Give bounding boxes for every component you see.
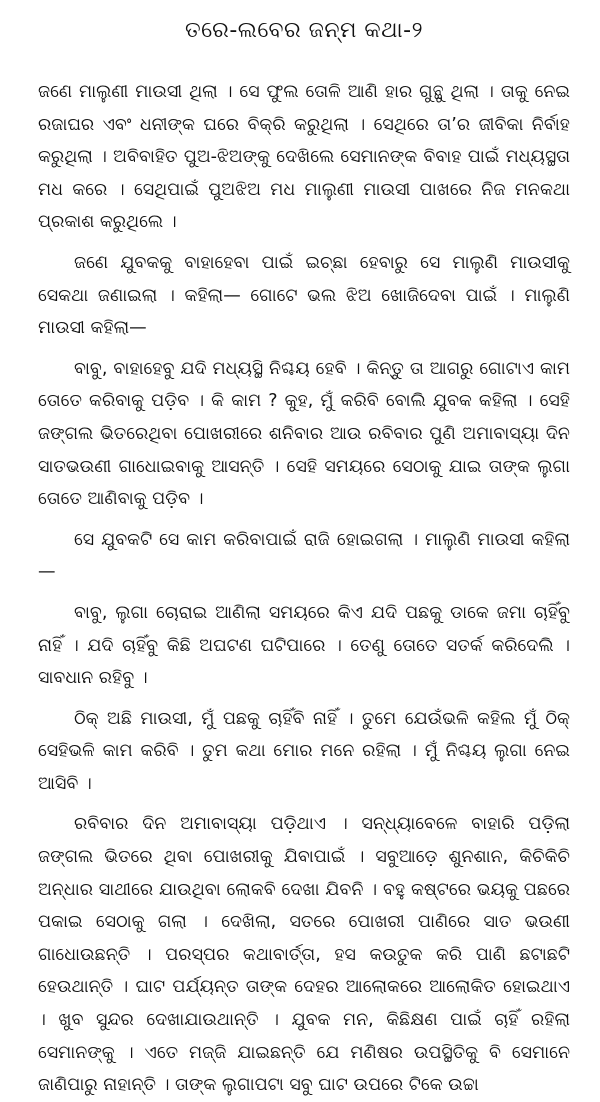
paragraph-1: ଜଣେ ମାଲୁଣୀ ମାଉସୀ ଥିଲା । ସେ ଫୁଲ ତୋଳି ଆଣି ହାର ଗୁନ୍ଥୁ ଥିଲା । ତାକୁ ନେଇ ରଜାଘର ଏବଂ ଧନୀଙ୍କ ଘରେ ବିକ୍ରି କରୁଥିଲା । ସେଥିରେ ତା’ର ଜୀବିକା ନିର୍ବାହ କରୁଥିଲା । ଅବିବାହିତ ପୁଅ-ଝିଅଙ୍କୁ ଦେଖିଲେ ସେମାନଙ୍କ ବିବାହ ପାଇଁ ମଧ୍ୟସ୍ଥତା ମଧ କରେ । ସେଥିପାଇଁ ପୁଅଝିଅ ମଧ ମାଲୁଣୀ ମାଉସୀ ପାଖରେ ନିଜ ମନକଥା ପ୍ରକାଶ କରୁଥିଲେ । [38, 82, 570, 233]
paragraph-5: ବାବୁ, ଲୁଗା ଚୋରାଇ ଆଣିଲା ସମୟରେ କିଏ ଯଦି ପଛକୁ ଡାକେ ଜମା ଚାହିଁବୁ ନାହିଁ । ଯଦି ଚାହିଁବୁ କିଛି ଅଘଟଣ ଘଟିପାରେ । ତେଣୁ ତୋତେ ସତର୍କ କରିଦେଲି । ସାବଧାନ ରହିବୁ । [38, 602, 570, 689]
story-body [38, 76, 570, 1102]
page-title: ତରେ-ଲବେର ଜନ୍ମ କଥା-୨ [184, 18, 424, 43]
paragraph-4: ସେ ଯୁବକଟି ସେ କାମ କରିବାପାଇଁ ରାଜି ହୋଇଗଲା । ମାଲୁଣି ମାଉସୀ କହିଲା— [38, 529, 570, 583]
paragraph-3: ବାବୁ, ବାହାହେବୁ ଯଦି ମଧ୍ୟସ୍ଥି ନିଶ୍ଚୟ ହେବି । କିନ୍ତୁ ତା ଆଗରୁ ଗୋଟାଏ କାମ ତୋତେ କରିବାକୁ ପଡ଼ିବ । କି କାମ ? କୁହ, ମୁଁ କରିବି ବୋଲି ଯୁବକ କହିଲା । ସେହି ଜଙ୍ଗଲ ଭିତରେଥିବା ପୋଖରୀରେ ଶନିବାର ଆଉ ରବିବାର ପୁଣି ଅମାବାସ୍ୟା ଦିନ ସାତଭଉଣୀ ଗାଧୋଇବାକୁ ଆସନ୍ତି । ସେହି ସମୟରେ ସେଠାକୁ ଯାଇ ତାଙ୍କ ଲୁଗା ତୋତେ ଆଣିବାକୁ ପଡ଼ିବ । [38, 358, 570, 510]
paragraph-2: ଜଣେ ଯୁବକକୁ ବାହାହେବା ପାଇଁ ଇଚ୍ଛା ହେବାରୁ ସେ ମାଲୁଣି ମାଉସୀକୁ ସେକଥା ଜଣାଇଲା । କହିଲା— ଗୋଟେ ଭଲ ଝିଅ ଖୋଜିଦେବା ପାଇଁ । ମାଲୁଣି ମାଉସୀ କହିଲା— [38, 252, 570, 339]
paragraph-6: ଠିକ୍ ଅଛି ମାଉସୀ, ମୁଁ ପଛକୁ ଚାହିଁବି ନାହିଁ । ତୁମେ ଯେଉଁଭଳି କହିଲ ମୁଁ ଠିକ୍ ସେହିଭଳି କାମ କରିବି । ତୁମ କଥା ମୋର ମନେ ରହିଲା । ମୁଁ ନିଶ୍ଚୟ ଲୁଗା ନେଇ ଆସିବି । [38, 708, 570, 794]
paragraph-7: ରବିବାର ଦିନ ଅମାବାସ୍ୟା ପଡ଼ିଥାଏ । ସନ୍ଧ୍ୟାବେଳେ ବାହାରି ପଡ଼ିଲା ଜଙ୍ଗଲ ଭିତରେ ଥିବା ପୋଖରୀକୁ ଯିବାପାଇଁ । ସବୁଆଡ଼େ ଶୁନଶାନ, କିଚିକିଚି ଅନ୍ଧାର ସାଥୀରେ ଯାଉଥିବା ଲୋକବି ଦେଖା ଯିବନି । ବହୁ କଷ୍ଟରେ ଭୟକୁ ପଛରେ ପକାଇ ସେଠାକୁ ଗଲା । ଦେଖିଲା, ସତରେ ପୋଖରୀ ପାଣିରେ ସାତ ଭଉଣୀ ଗାଧୋଉଛନ୍ତି । ପରସ୍ପର କଥାବାର୍ତ୍ତା, ହସ କଉତୁକ କରି ପାଣି ଛଟାଛଟି ହେଉଥାନ୍ତି । ଘାଟ ପର୍ଯ୍ୟନ୍ତ ତାଙ୍କ ଦେହର ଆଲୋକରେ ଆଲୋକିତ ହୋଇଥାଏ । ଖୁବ ସୁନ୍ଦର ଦେଖାଯାଉଥାନ୍ତି । ଯୁବକ ମନ, କିଛିକ୍ଷଣ ପାଇଁ ଚାହିଁ ରହିଲା ସେମାନଙ୍କୁ । ଏତେ ମଜ୍ଜି ଯାଇଛନ୍ତି ଯେ ମଣିଷର ଉପସ୍ଥିତିକୁ ବି ସେମାନେ ଜାଣିପାରୁ ନାହାନ୍ତି । ତାଙ୍କ ଲୁଗାପଟା ସବୁ ଘାଟ ଉପରେ ଟିକେ ଉଚ୍ଚା [38, 814, 570, 1096]
